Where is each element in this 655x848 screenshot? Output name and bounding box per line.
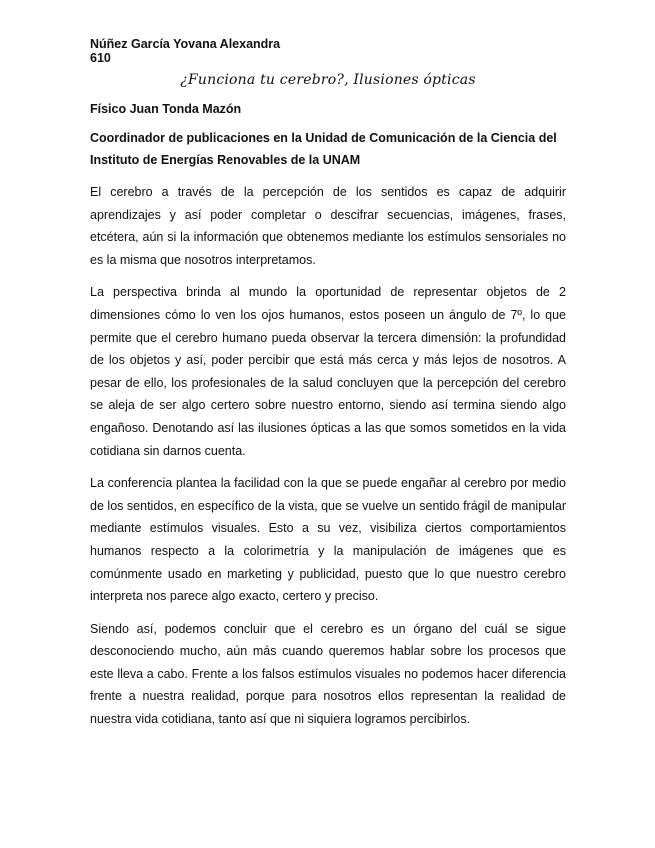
document-title: ¿Funciona tu cerebro?, Ilusiones ópticas	[180, 72, 476, 88]
paragraph-1: El cerebro a través de la percepción de los sentidos es capaz de adquirir aprendizajes y así poder completar o descifrar secuencias, imágenes, frases, etcétera, aún si la información que obtenemos mediante los estímulos sensoriales no es la misma que nosotros interpretamos.	[90, 185, 566, 267]
paragraph-3: La conferencia plantea la facilidad con la que se puede engañar al cerebro por medio de los sentidos, en específico de la vista, que se vuelve un sentido frágil de manipular mediante estímulos visuales. Esto a su vez, visibiliza ciertos comportamientos humanos respecto a la colorimetría y la manipulación de imágenes que es comúnmente usado en marketing y publicidad, puesto que lo que nuestro cerebro interpreta nos parece algo exacto, certero y preciso.	[90, 476, 566, 604]
paragraph-2: La perspectiva brinda al mundo la oportunidad de representar objetos de 2 dimensiones cómo lo ven los ojos humanos, estos poseen un ángulo de 7º, lo que permite que el cerebro humano pueda observar la tercera dimensión: la profundidad de los objetos y así, poder percibir que está más cerca y más lejos de nosotros. A pesar de ello, los profesionales de la salud concluyen que la percepción del cerebro se aleja de ser algo certero sobre nuestro entorno, siendo así termina siendo algo engañoso. Denotando así las ilusiones ópticas a las que somos sometidos en la vida cotidiana sin darnos cuenta.	[90, 285, 566, 458]
paragraph-4: Siendo así, podemos concluir que el cerebro es un órgano del cuál se sigue desconociendo mucho, aún más cuando queremos hablar sobre los procesos que este lleva a cabo. Frente a los falsos estímulos visuales no podemos hacer diferencia frente a nuestra realidad, porque para nosotros ellos representan la realidad de nuestra vida cotidiana, tanto así que ni siquiera logramos percibirlos.	[90, 621, 566, 727]
speaker-name: Físico Juan Tonda Mazón	[90, 102, 242, 116]
document-page	[90, 37, 566, 731]
group-number: 610	[90, 51, 111, 65]
author-name: Núñez García Yovana Alexandra	[90, 37, 281, 51]
speaker-role: Coordinador de publicaciones en la Unidad de Comunicación de la Ciencia del Instituto de Energías Renovables de la UNAM	[90, 131, 557, 167]
